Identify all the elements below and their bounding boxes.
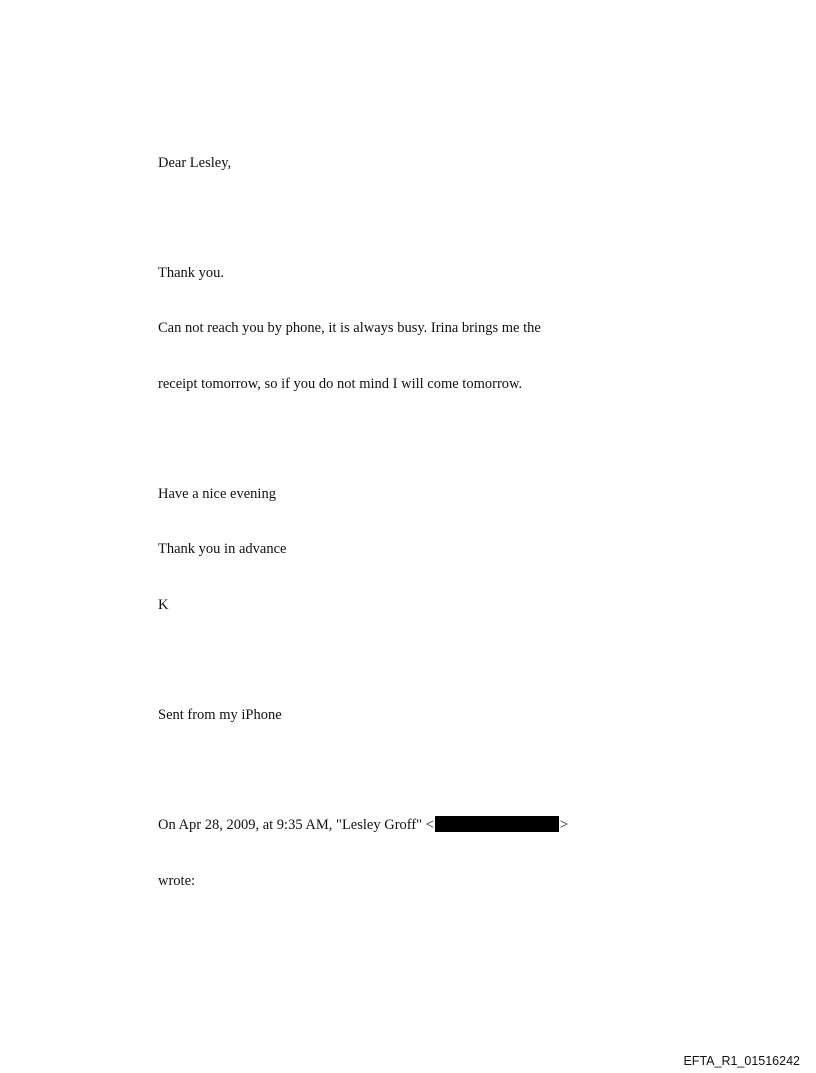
quote-header-prefix: On Apr 28, 2009, at 9:35 AM, "Lesley Groff" < <box>158 817 434 833</box>
document-id: EFTA_R1_01516242 <box>683 1054 800 1068</box>
redacted-email-block <box>435 816 559 832</box>
thanks-line: Thank you. <box>158 265 225 281</box>
quote-header-suffix: > <box>559 817 569 833</box>
closing-line-2: Thank you in advance <box>158 541 287 557</box>
body-line-2: receipt tomorrow, so if you do not mind I will come tomorrow. <box>158 376 523 392</box>
quote-header-line <box>158 816 568 834</box>
closing-line-1: Have a nice evening <box>158 486 276 502</box>
salutation: Dear Lesley, <box>158 155 232 171</box>
quote-header-wrote: wrote: <box>158 873 196 889</box>
body-line-1: Can not reach you by phone, it is always busy. Irina brings me the <box>158 320 541 336</box>
sent-from-line: Sent from my iPhone <box>158 707 282 723</box>
signature: K <box>158 597 169 613</box>
